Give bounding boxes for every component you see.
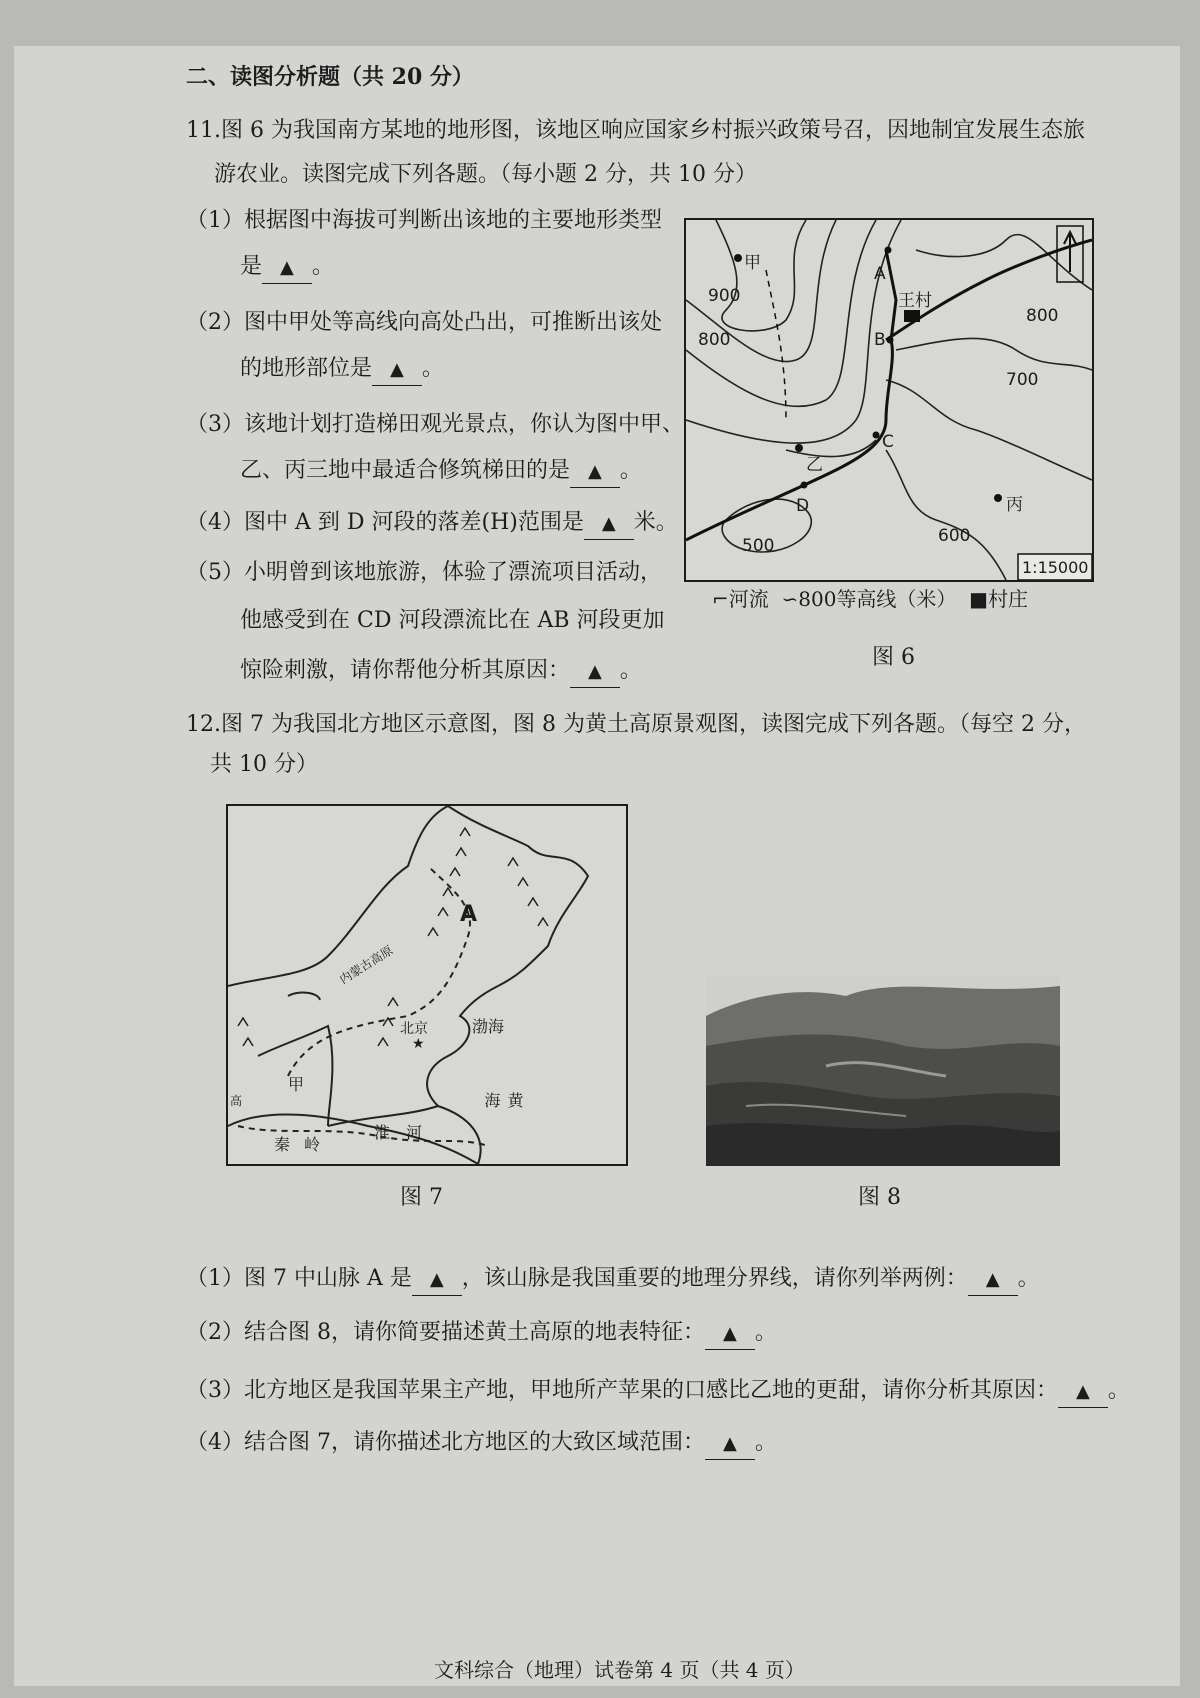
point-a xyxy=(885,247,892,254)
contour-label-900: 900 xyxy=(708,286,741,306)
label-inner-mongolia-plateau: 内蒙古高原 xyxy=(337,943,396,987)
q11-part1-line2: 是 ▲ 。 xyxy=(240,252,334,284)
answer-blank[interactable]: ▲ xyxy=(570,457,620,488)
point-yi xyxy=(795,444,803,452)
point-bing xyxy=(994,494,1002,502)
contour-label-500: 500 xyxy=(742,536,775,556)
q11-part3-line1: （3）该地计划打造梯田观光景点，你认为图中甲、 xyxy=(186,412,684,437)
label-huanghai: 黄海 xyxy=(482,1092,524,1132)
label-b: B xyxy=(874,330,886,350)
answer-blank[interactable]: ▲ xyxy=(1058,1377,1108,1408)
contour-label-700: 700 xyxy=(1006,370,1039,390)
q12-stem-line2: 共 10 分） xyxy=(210,752,318,777)
scale-text: 1:15000 xyxy=(1022,558,1089,577)
label-gao: 高 xyxy=(230,1094,243,1108)
q11-part3-line2: 乙、丙三地中最适合修筑梯田的是 ▲ 。 xyxy=(240,456,642,488)
beijing-star-icon: ★ xyxy=(412,1036,425,1052)
label-bohai: 渤海 xyxy=(472,1017,505,1036)
answer-blank[interactable]: ▲ xyxy=(570,657,620,688)
village-legend-icon: ■ xyxy=(969,587,989,611)
figure-8-caption: 图 8 xyxy=(858,1185,901,1210)
point-jia xyxy=(734,254,742,262)
q11-part5-line2: 他感受到在 CD 河段漂流比在 AB 河段更加 xyxy=(240,608,665,633)
contour-lines xyxy=(686,220,1092,580)
answer-blank[interactable]: ▲ xyxy=(705,1319,755,1350)
q11-stem-line2: 游农业。读图完成下列各题。（每小题 2 分，共 10 分） xyxy=(214,162,757,187)
q11-part2-line2: 的地形部位是 ▲ 。 xyxy=(240,354,444,386)
contour-legend-icon: ∽ xyxy=(781,587,799,611)
figure-6-contour-map xyxy=(684,218,1094,582)
village-icon xyxy=(904,310,920,322)
label-jia: 甲 xyxy=(744,253,761,273)
label-jia-area: 甲 xyxy=(288,1075,305,1094)
mountain-a-label: A xyxy=(460,902,478,927)
label-d: D xyxy=(796,496,810,516)
q11-stem-line1: 11.图 6 为我国南方某地的地形图，该地区响应国家乡村振兴政策号召，因地制宜发展生态旅 xyxy=(186,118,1085,143)
label-bing: 丙 xyxy=(1006,495,1023,515)
label-c: C xyxy=(882,432,894,452)
figure-8-loess-photo xyxy=(706,976,1060,1166)
answer-blank[interactable]: ▲ xyxy=(584,509,634,540)
huanghe-bend xyxy=(288,993,320,1000)
answer-blank[interactable]: ▲ xyxy=(262,253,312,284)
loess-plateau-image xyxy=(706,976,1060,1166)
north-china-outline xyxy=(228,806,626,1164)
contour-label-600: 600 xyxy=(938,526,971,546)
contour-label-800-left: 800 xyxy=(698,330,731,350)
answer-blank[interactable]: ▲ xyxy=(968,1265,1018,1296)
q11-part2-line1: （2）图中甲处等高线向高处凸出，可推断出该处 xyxy=(186,310,662,335)
contour-label-800-right: 800 xyxy=(1026,306,1059,326)
label-qinling: 秦岭 xyxy=(274,1135,335,1154)
answer-blank[interactable]: ▲ xyxy=(705,1429,755,1460)
q11-part1-line1: （1）根据图中海拔可判断出该地的主要地形类型 xyxy=(186,208,662,233)
q11-part4: （4）图中 A 到 D 河段的落差(H)范围是 ▲ 米。 xyxy=(186,508,678,540)
q11-part5-line3: 惊险刺激，请你帮他分析其原因： ▲ 。 xyxy=(240,656,642,688)
label-huaihe: 淮河 xyxy=(374,1123,439,1142)
q12-part4: （4）结合图 7，请你描述北方地区的大致区域范围： ▲ 。 xyxy=(186,1428,777,1460)
answer-blank[interactable]: ▲ xyxy=(412,1265,462,1296)
q12-part2: （2）结合图 8，请你简要描述黄土高原的地表特征： ▲ 。 xyxy=(186,1318,777,1350)
point-c xyxy=(873,432,880,439)
page-footer: 文科综合（地理）试卷第 4 页（共 4 页） xyxy=(434,1658,805,1682)
figure-7-caption: 图 7 xyxy=(400,1185,443,1210)
answer-blank[interactable]: ▲ xyxy=(372,355,422,386)
q11-part5-line1: （5）小明曾到该地旅游，体验了漂流项目活动， xyxy=(186,560,662,585)
point-d xyxy=(801,482,808,489)
q12-stem-line1: 12.图 7 为我国北方地区示意图，图 8 为黄土高原景观图，读图完成下列各题。（每空 2 分， xyxy=(186,712,1086,737)
figure-6-caption: 图 6 xyxy=(872,645,915,670)
north-arrow-icon xyxy=(1064,232,1076,272)
label-yi: 乙 xyxy=(806,455,823,475)
q12-part1: （1）图 7 中山脉 A 是 ▲ ，该山脉是我国重要的地理分界线，请你列举两例： ▲ 。 xyxy=(186,1264,1040,1296)
label-beijing: 北京 xyxy=(400,1021,428,1037)
figure-6-legend: ⌐河流 ∽800等高线（米） ■村庄 xyxy=(712,587,1029,611)
section-title: 二、读图分析题（共 20 分） xyxy=(186,64,474,90)
q12-part3: （3）北方地区是我国苹果主产地，甲地所产苹果的口感比乙地的更甜，请你分析其原因： ▲ 。 xyxy=(186,1376,1130,1408)
figure-7-map xyxy=(226,804,628,1166)
label-a: A xyxy=(874,264,886,284)
village-name: 王村 xyxy=(898,291,932,311)
river-legend-icon: ⌐ xyxy=(712,587,729,611)
point-b xyxy=(887,337,894,344)
